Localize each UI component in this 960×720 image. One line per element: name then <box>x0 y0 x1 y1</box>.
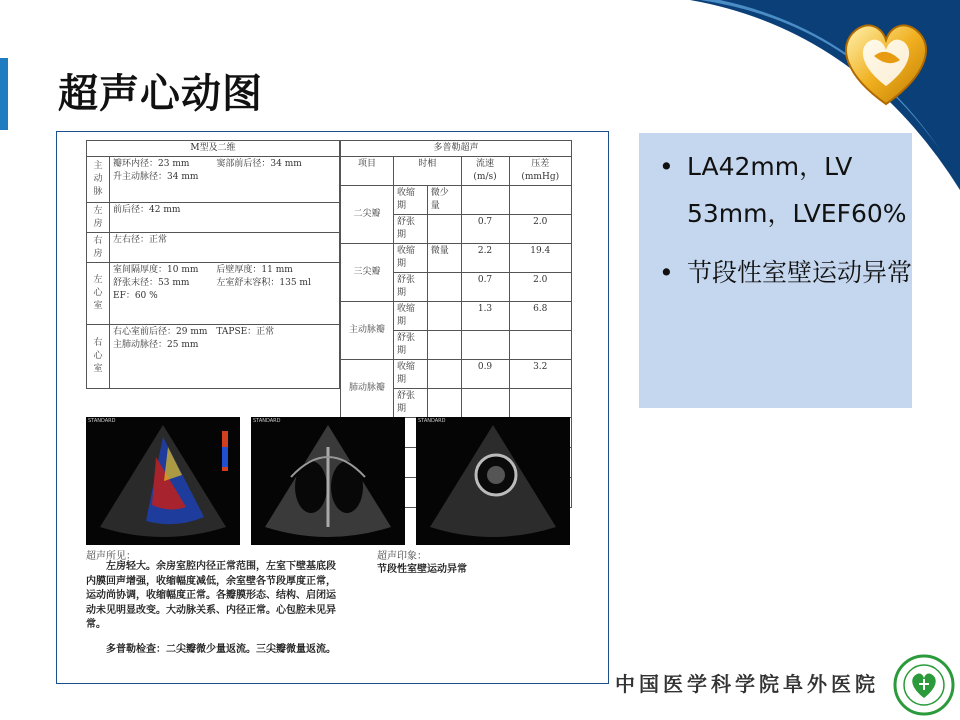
phase-cell: 舒张期 <box>394 273 428 302</box>
phase-cell: 舒张期 <box>394 331 428 360</box>
ra-values: 左右径：正常 <box>110 233 340 263</box>
phase-cell: 收缩期 <box>394 186 428 215</box>
phase-cell: 收缩期 <box>394 302 428 331</box>
gradient-cell: 2.0 <box>509 215 572 244</box>
phase-cell: 收缩期 <box>394 360 428 389</box>
velocity-cell: 2.2 <box>461 244 509 273</box>
echo-report <box>56 131 609 684</box>
velocity-cell: 1.3 <box>461 302 509 331</box>
summary-panel <box>639 133 912 408</box>
echo-images <box>86 417 570 545</box>
phase-cell: 舒张期 <box>394 215 428 244</box>
findings-paragraph: 左房轻大。余房室腔内径正常范围，左室下壁基底段内膜回声增强，收缩幅度减低，余室壁各节段厚度正常，运动尚协调，收缩幅度正常。各瓣膜形态、结构、启闭运动未见明显改变。大动脉关系、内径正常。心包腔未见异常。 <box>86 561 336 630</box>
phase-cell: 舒张期 <box>394 389 428 418</box>
bullet-icon: • <box>659 152 674 181</box>
gradient-cell <box>509 186 572 215</box>
heart-logo-icon <box>836 16 936 112</box>
row-label: 左心室 <box>87 263 110 325</box>
col-header: 项目 <box>341 157 394 186</box>
echo-image-four-chamber: STANDARD <box>251 417 405 545</box>
rv-values: 右心室前后径：29 mm TAPSE：正常 主肺动脉径：25 mm <box>110 325 340 389</box>
row-label: 左房 <box>87 203 110 233</box>
gradient-cell: 19.4 <box>509 244 572 273</box>
institution-name: 中国医学科学院阜外医院 <box>615 672 879 696</box>
valve-name: 三尖瓣 <box>341 244 394 302</box>
valve-name: 肺动脉瓣 <box>341 360 394 418</box>
findings-label: 超声所见： <box>86 551 136 562</box>
phase-cell: 收缩期 <box>394 244 428 273</box>
gradient-cell <box>509 389 572 418</box>
row-label: 右心室 <box>87 325 110 389</box>
gradient-cell: 6.8 <box>509 302 572 331</box>
lv-values: 室间隔厚度：10 mm 后壁厚度：11 mm 舒张末径：53 mm 左室舒末容积：135 ml EF：60 % <box>110 263 340 325</box>
doppler-paragraph: 多普勒检查：二尖瓣微少量返流。三尖瓣微量返流。 <box>106 643 336 655</box>
velocity-cell <box>461 389 509 418</box>
velocity-cell <box>461 331 509 360</box>
note-cell <box>427 273 461 302</box>
col-header: 时相 <box>394 157 462 186</box>
col-header: 压差(mmHg) <box>509 157 572 186</box>
la-values: 前后径：42 mm <box>110 203 340 233</box>
velocity-cell: 0.9 <box>461 360 509 389</box>
impression-label: 超声印象： <box>377 551 427 562</box>
note-cell <box>427 360 461 389</box>
row-label: 主动脉 <box>87 157 110 203</box>
aorta-values: 瓣环内径：23 mm 窦部前后径：34 mm 升主动脉径：34 mm <box>110 157 340 203</box>
impression-text: 节段性室壁运动异常 <box>377 564 467 575</box>
note-cell: 微少量 <box>427 186 461 215</box>
velocity-cell <box>461 186 509 215</box>
gradient-cell: 3.2 <box>509 360 572 389</box>
bullet-icon: • <box>659 258 674 287</box>
hospital-seal-icon <box>893 654 955 716</box>
velocity-cell: 0.7 <box>461 273 509 302</box>
page-title: 超声心动图 <box>58 71 263 117</box>
note-cell <box>427 302 461 331</box>
velocity-cell: 0.7 <box>461 215 509 244</box>
doppler-header: 多普勒超声 <box>341 141 572 157</box>
m-mode-table <box>86 140 340 389</box>
note-cell <box>427 215 461 244</box>
title-accent-bar <box>0 58 8 130</box>
summary-item: • LA42mm，LV 53mm，LVEF60% <box>647 143 912 237</box>
valve-name: 二尖瓣 <box>341 186 394 244</box>
note-cell <box>427 331 461 360</box>
echo-image-short-axis: STANDARD <box>416 417 570 545</box>
valve-name: 主动脉瓣 <box>341 302 394 360</box>
summary-item: • 节段性室壁运动异常 <box>647 249 912 296</box>
summary-list <box>639 133 912 296</box>
row-label: 右房 <box>87 233 110 263</box>
gradient-cell: 2.0 <box>509 273 572 302</box>
echo-image-color-doppler: STANDARD <box>86 417 240 545</box>
col-header: 流速(m/s) <box>461 157 509 186</box>
m-mode-header: M型及二维 <box>87 141 340 157</box>
gradient-cell <box>509 331 572 360</box>
note-cell <box>427 389 461 418</box>
findings-text <box>86 560 336 657</box>
note-cell: 微量 <box>427 244 461 273</box>
